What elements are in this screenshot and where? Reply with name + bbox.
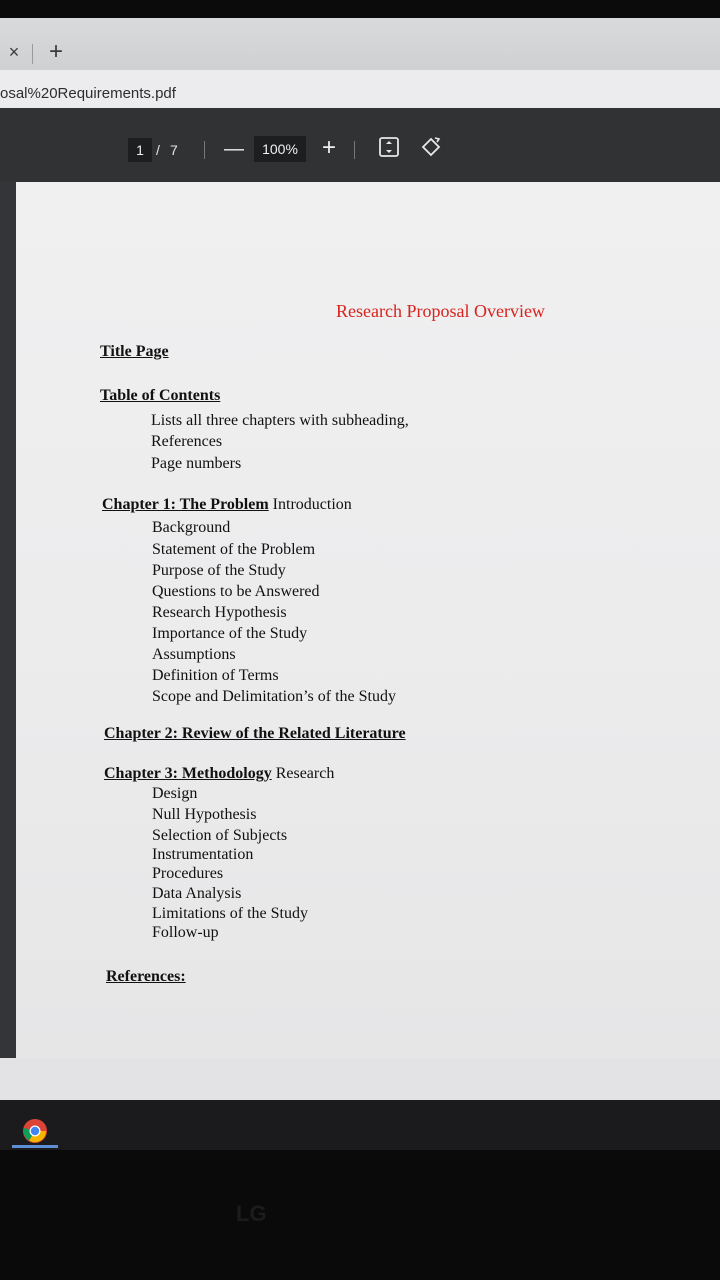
- tab-strip: [0, 18, 720, 70]
- tab-divider: [32, 44, 33, 64]
- section-toc: [100, 386, 220, 406]
- toc-item: References: [151, 433, 223, 450]
- chapter-3-item: Null Hypothesis: [152, 806, 257, 823]
- active-app-indicator: [12, 1145, 58, 1148]
- chapter-1-item: Scope and Delimitation’s of the Study: [152, 688, 396, 705]
- chapter-3-item: Procedures: [152, 865, 224, 882]
- chapter-1-item: Importance of the Study: [152, 625, 308, 642]
- toolbar-divider: [204, 141, 205, 159]
- chapter-3-item: Instrumentation: [152, 846, 254, 863]
- chapter-3-item: Follow-up: [152, 924, 219, 941]
- url-text[interactable]: osal%20Requirements.pdf: [0, 85, 176, 102]
- lg-logo: LG: [236, 1201, 267, 1226]
- viewer-margin: [0, 182, 16, 1058]
- page-separator: /: [156, 142, 160, 158]
- chapter-3-trailing: Research: [271, 765, 335, 782]
- chapter-1-item: Statement of the Problem: [152, 541, 316, 558]
- close-tab-icon[interactable]: ×: [8, 42, 20, 62]
- pdf-page: [16, 182, 720, 1058]
- chapter-1-item: Research Hypothesis: [152, 604, 287, 621]
- chapter-3-item: Selection of Subjects: [152, 827, 288, 844]
- document-title: Research Proposal Overview: [336, 301, 545, 321]
- page-number-input[interactable]: 1: [128, 138, 152, 162]
- section-references: [106, 967, 186, 987]
- chapter-1-item: Assumptions: [152, 646, 236, 663]
- chapter-1-item: Purpose of the Study: [152, 562, 286, 579]
- toc-item: Page numbers: [151, 455, 242, 472]
- new-tab-button[interactable]: +: [48, 38, 63, 65]
- chapter-1-item: Definition of Terms: [152, 667, 279, 684]
- zoom-level-input[interactable]: 100%: [254, 136, 306, 162]
- zoom-out-button[interactable]: —: [224, 138, 244, 160]
- chapter-3-item: Design: [152, 785, 198, 802]
- toc-heading: Table of Contents: [100, 387, 221, 404]
- chapter-1-heading: Chapter 1: The Problem: [102, 496, 269, 513]
- toc-item: Lists all three chapters with subheading,: [151, 412, 409, 429]
- chapter-3-item: Data Analysis: [152, 885, 242, 902]
- section-chapter-2: [104, 724, 406, 744]
- chrome-icon[interactable]: [22, 1118, 48, 1144]
- chapter-3-item: Limitations of the Study: [152, 905, 308, 922]
- chapter-3-heading: Chapter 3: Methodology: [104, 765, 272, 782]
- page-total: 7: [170, 142, 178, 158]
- title-page-heading: Title Page: [100, 343, 169, 360]
- chapter-1-item: Questions to be Answered: [152, 583, 320, 600]
- rotate-icon[interactable]: [420, 136, 442, 158]
- references-heading: References:: [106, 968, 186, 985]
- section-chapter-3: [104, 764, 334, 784]
- monitor-bezel: [0, 1150, 720, 1280]
- chapter-2-heading: Chapter 2: Review of the Related Literature: [104, 725, 406, 742]
- fit-to-page-icon[interactable]: [378, 136, 400, 158]
- section-title-page: [100, 342, 169, 362]
- chapter-1-trailing: Introduction: [268, 496, 352, 513]
- pdf-toolbar: [0, 108, 720, 182]
- chapter-1-item: Background: [152, 519, 231, 536]
- toolbar-divider: [354, 141, 355, 159]
- zoom-in-button[interactable]: +: [321, 134, 336, 161]
- section-chapter-1: [102, 495, 352, 515]
